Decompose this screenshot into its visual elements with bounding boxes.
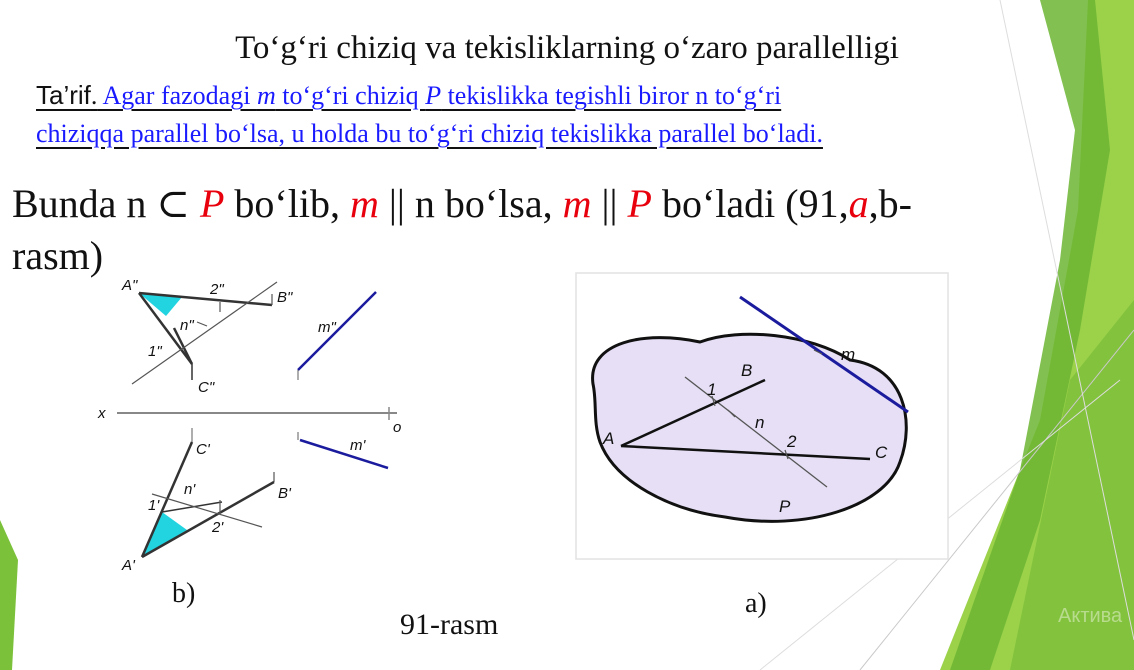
label-n1: n' [184,481,196,498]
formula-plane-P: P [199,181,225,226]
upper-projection [139,293,272,380]
label-B2: B" [277,289,293,306]
definition-label: Ta’rif [36,80,91,110]
formula-part: bo‘ladi (91, [651,181,849,226]
label-o: o [393,419,402,436]
definition-segment: tekislikka tegishli biror n to‘g‘ri [441,81,782,110]
formula-line-m: m [562,181,592,226]
formula-line [12,180,912,227]
label-A2: A" [122,277,138,294]
label-C: C [875,443,888,462]
figure-a-spatial [575,272,950,562]
label-P: P [779,497,791,516]
label-C2: C" [198,379,215,396]
definition-variable: m [256,81,276,110]
label-x: x [98,405,106,422]
definition-text [36,76,1134,153]
label-A: A [603,429,615,448]
label-B1: B' [278,485,291,502]
formula-part: Bunda n ⊂ [12,181,200,226]
formula-part: ,b- [868,181,912,226]
definition-variable: P [425,81,442,110]
label-m: m [841,345,856,364]
definition-segment: to‘g‘ri chiziq [275,81,426,110]
caption-b: b) [172,578,196,609]
formula-part: || [591,181,628,226]
label-2-upper: 2" [210,281,224,298]
label-B: B [741,361,753,380]
label-2: 2 [787,432,797,451]
label-1-upper: 1" [148,343,162,360]
label-n2: n" [180,317,194,334]
line-m1 [300,440,388,468]
formula-line-m: m [349,181,379,226]
definition-dot: . [90,81,98,110]
formula-continuation: rasm) [12,233,104,278]
label-C1: C' [196,441,210,458]
lower-projection [142,442,274,557]
label-1: 1 [707,380,717,399]
label-A1: A' [122,557,135,572]
label-1-lower: 1' [148,497,160,514]
activation-watermark: Актива [1058,605,1123,627]
figure-b-projection [92,272,422,572]
green-left-shard [0,520,18,670]
definition-line-2: chiziqqa parallel bo‘lsa, u holda bu to‘g‘ri chiziq tekislikka parallel bo‘ladi. [36,119,823,148]
formula-part: bo‘lib, [224,181,350,226]
slide-title: To‘g‘ri chiziq va tekisliklarning o‘zaro parallelligi [235,30,899,66]
label-2-lower: 2' [212,519,224,536]
label-m1: m' [350,437,366,454]
label-m2: m" [318,319,336,336]
label-n: n [755,413,765,432]
line-m2 [298,292,376,370]
definition-line-1 [36,76,1134,115]
definition-segment: Agar fazodagi [97,81,257,110]
figure-caption: 91-rasm [400,608,499,641]
formula-part: || n bo‘lsa, [378,181,563,226]
formula-plane-P: P [627,181,652,226]
caption-a: a) [745,588,767,619]
formula-ref-a: a [848,181,869,226]
